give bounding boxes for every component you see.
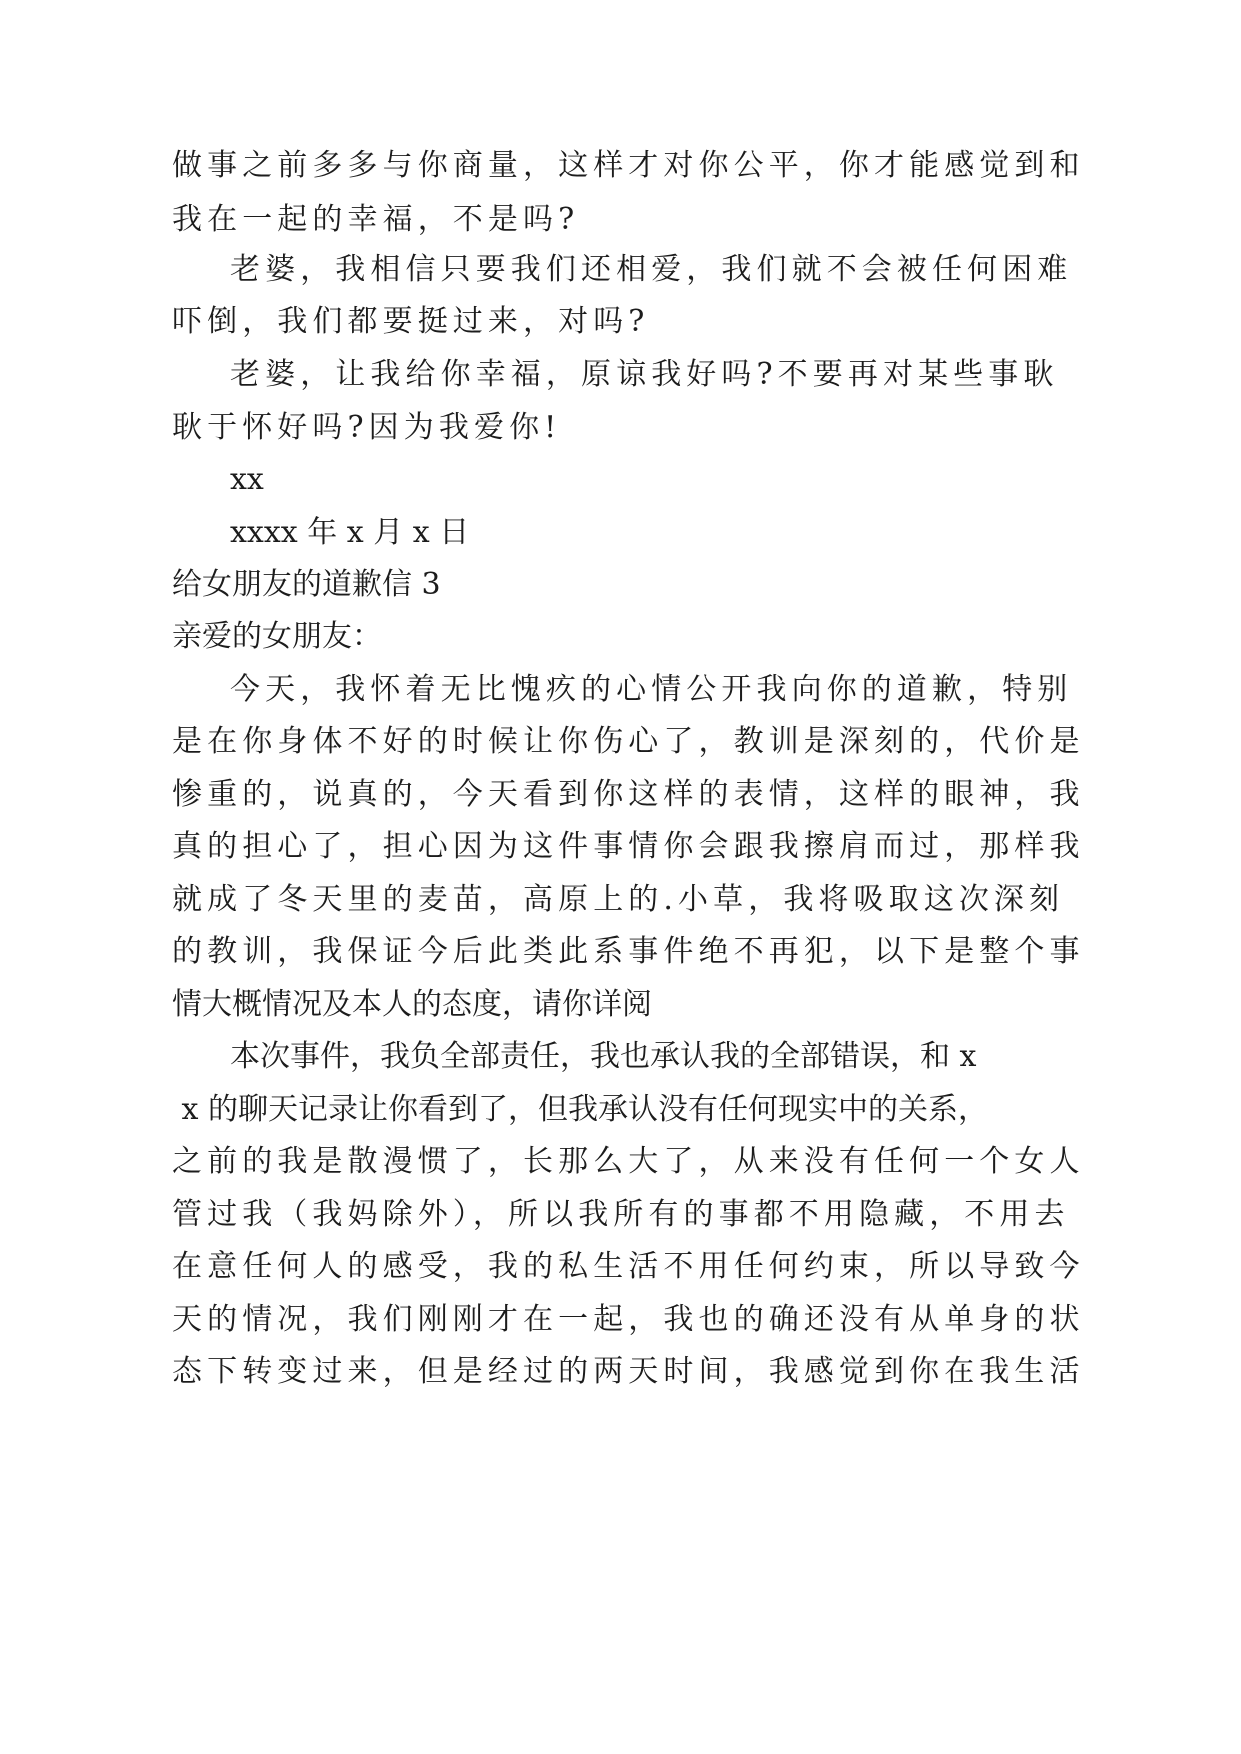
body-text-line: 真的担心了，担心因为这件事情你会跟我擦肩而过，那样我	[172, 829, 1085, 864]
body-text-line: 管过我（我妈除外），所以我所有的事都不用隐藏，不用去	[172, 1197, 1070, 1232]
body-text-line: 情大概情况及本人的态度，请你详阅	[172, 987, 652, 1022]
body-text-line: 在意任何人的感受，我的私生活不用任何约束，所以导致今	[172, 1249, 1085, 1284]
salutation: 亲爱的女朋友：	[172, 619, 382, 654]
body-text-line: 吓倒，我们都要挺过来，对吗?	[172, 304, 650, 339]
body-text-line: 态下转变过来，但是经过的两天时间，我感觉到你在我生活	[172, 1354, 1085, 1389]
body-text-line: 之前的我是散漫惯了，长那么大了，从来没有任何一个女人	[172, 1144, 1085, 1179]
body-text-line: 天的情况，我们刚刚才在一起，我也的确还没有从单身的状	[172, 1302, 1085, 1337]
signature-name: xx	[230, 462, 264, 497]
body-text-line: x 的聊天记录让你看到了，但我承认没有任何现实中的关系，	[172, 1092, 988, 1127]
body-text-line: 今天，我怀着无比愧疚的心情公开我向你的道歉，特别	[230, 672, 1073, 707]
body-text-line: 就成了冬天里的麦苗，高原上的.小草，我将吸取这次深刻	[172, 882, 1065, 917]
body-text-line: 本次事件，我负全部责任，我也承认我的全部错误，和 x	[230, 1039, 977, 1074]
body-text-line: 老婆，让我给你幸福，原谅我好吗?不要再对某些事耿	[230, 357, 1059, 392]
signature-date: xxxx 年 x 月 x 日	[230, 515, 470, 550]
body-text-line: 是在你身体不好的时候让你伤心了，教训是深刻的，代价是	[172, 724, 1085, 759]
body-text-line: 老婆，我相信只要我们还相爱，我们就不会被任何困难	[230, 252, 1073, 287]
body-text-line: 惨重的，说真的，今天看到你这样的表情，这样的眼神，我	[172, 777, 1085, 812]
body-text-line: 我在一起的幸福，不是吗?	[172, 202, 580, 237]
body-text-line: 做事之前多多与你商量，这样才对你公平，你才能感觉到和	[172, 148, 1085, 183]
body-text-line: 耿于怀好吗?因为我爱你!	[172, 410, 562, 445]
section-title: 给女朋友的道歉信 3	[172, 567, 441, 602]
body-text-line: 的教训，我保证今后此类此系事件绝不再犯，以下是整个事	[172, 934, 1085, 969]
